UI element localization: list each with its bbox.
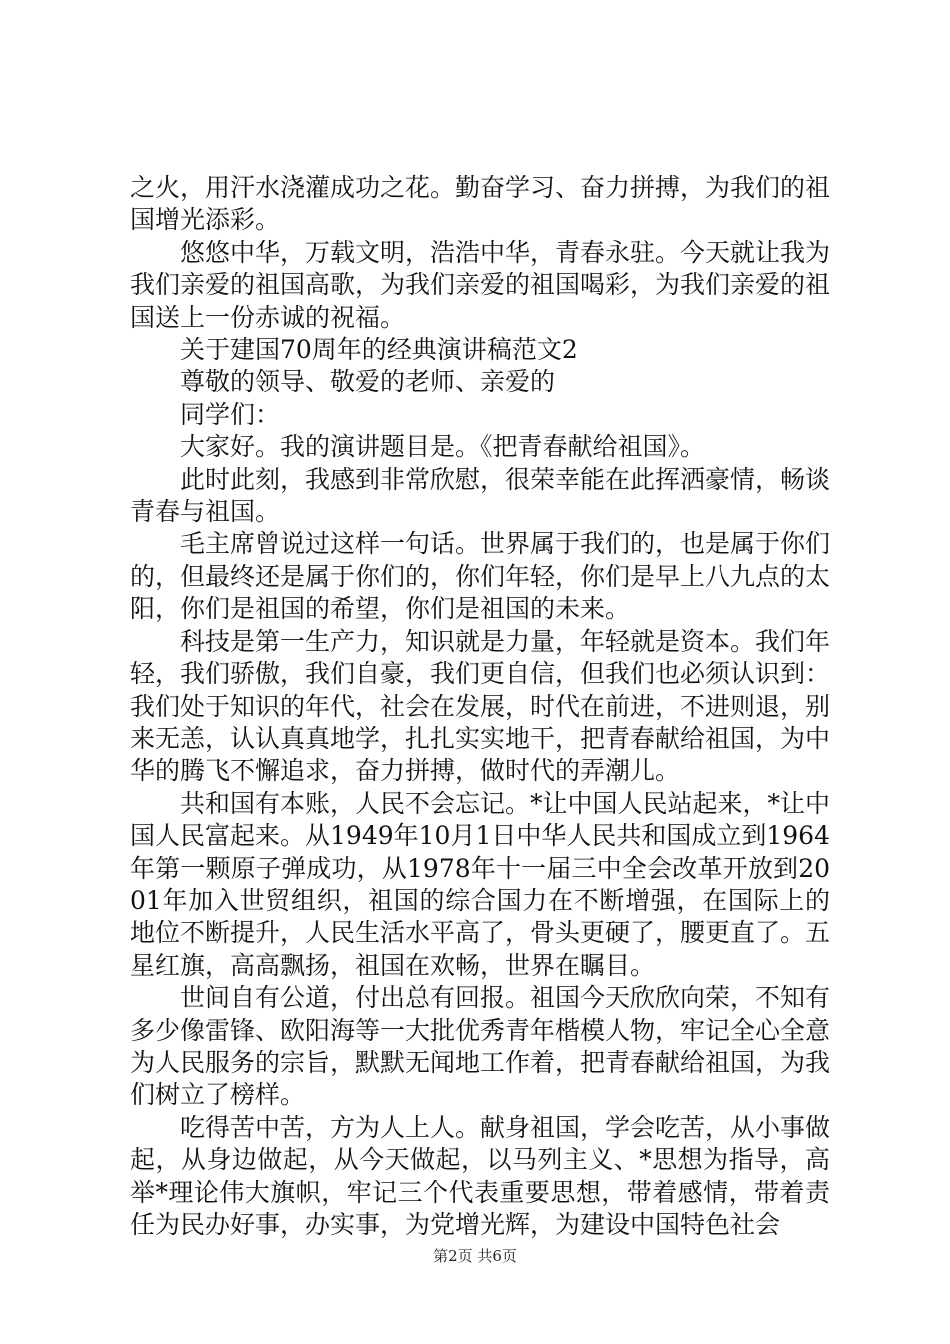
paragraph: 之火，用汗水浇灌成功之花。勤奋学习、奋力拼搏，为我们的祖国增光添彩。 <box>130 173 831 235</box>
paragraph: 毛主席曾说过这样一句话。世界属于我们的，也是属于你们的，但最终还是属于你们的，你们年轻，你们是早上八九点的太阳，你们是祖国的希望，你们是祖国的未来。 <box>130 529 831 624</box>
paragraph: 共和国有本账，人民不会忘记。*让中国人民站起来，*让中国人民富起来。从1949年10月1日中华人民共和国成立到1964年第一颗原子弹成功，从1978年十一届三中全会改革开放到2001年加入世贸组织，祖国的综合国力在不断增强，在国际上的地位不断提升，人民生活水平高了，骨头更硬了，腰更直了。五星红旗，高高飘扬，祖国在欢畅，世界在瞩目。 <box>130 788 831 980</box>
paragraph: 大家好。我的演讲题目是。《把青春献给祖国》。 <box>180 432 706 462</box>
salutation: 同学们： <box>180 399 281 429</box>
section-heading: 关于建国70周年的经典演讲稿范文2 <box>180 335 578 365</box>
paragraph: 世间自有公道，付出总有回报。祖国今天欣欣向荣，不知有多少像雷锋、欧阳海等一大批优秀青年楷模人物，牢记全心全意为人民服务的宗旨，默默无闻地工作着，把青春献给祖国，为我们树立了榜样。 <box>130 983 831 1110</box>
document-body <box>130 172 830 1241</box>
page-footer: 第2页 共6页 <box>433 1247 517 1265</box>
paragraph: 悠悠中华，万载文明，浩浩中华，青春永驻。今天就让我为我们亲爱的祖国高歌，为我们亲爱的祖国喝彩，为我们亲爱的祖国送上一份赤诚的祝福。 <box>130 237 831 332</box>
salutation: 尊敬的领导、敬爱的老师、亲爱的 <box>180 367 556 397</box>
paragraph: 此时此刻，我感到非常欣慰，很荣幸能在此挥洒豪情，畅谈青春与祖国。 <box>130 464 831 527</box>
paragraph: 吃得苦中苦，方为人上人。献身祖国，学会吃苦，从小事做起，从身边做起，从今天做起，以马列主义、*思想为指导，高举*理论伟大旗帜，牢记三个代表重要思想，带着感情，带着责任为民办好事，办实事，为党增光辉，为建设中国特色社会 <box>130 1112 831 1239</box>
paragraph: 科技是第一生产力，知识就是力量，年轻就是资本。我们年轻，我们骄傲，我们自豪，我们更自信，但我们也必须认识到：我们处于知识的年代，社会在发展，时代在前进，不进则退，别来无恙，认认真真地学，扎扎实实地干，把青春献给祖国，为中华的腾飞不懈追求，奋力拼搏，做时代的弄潮儿。 <box>130 626 831 786</box>
